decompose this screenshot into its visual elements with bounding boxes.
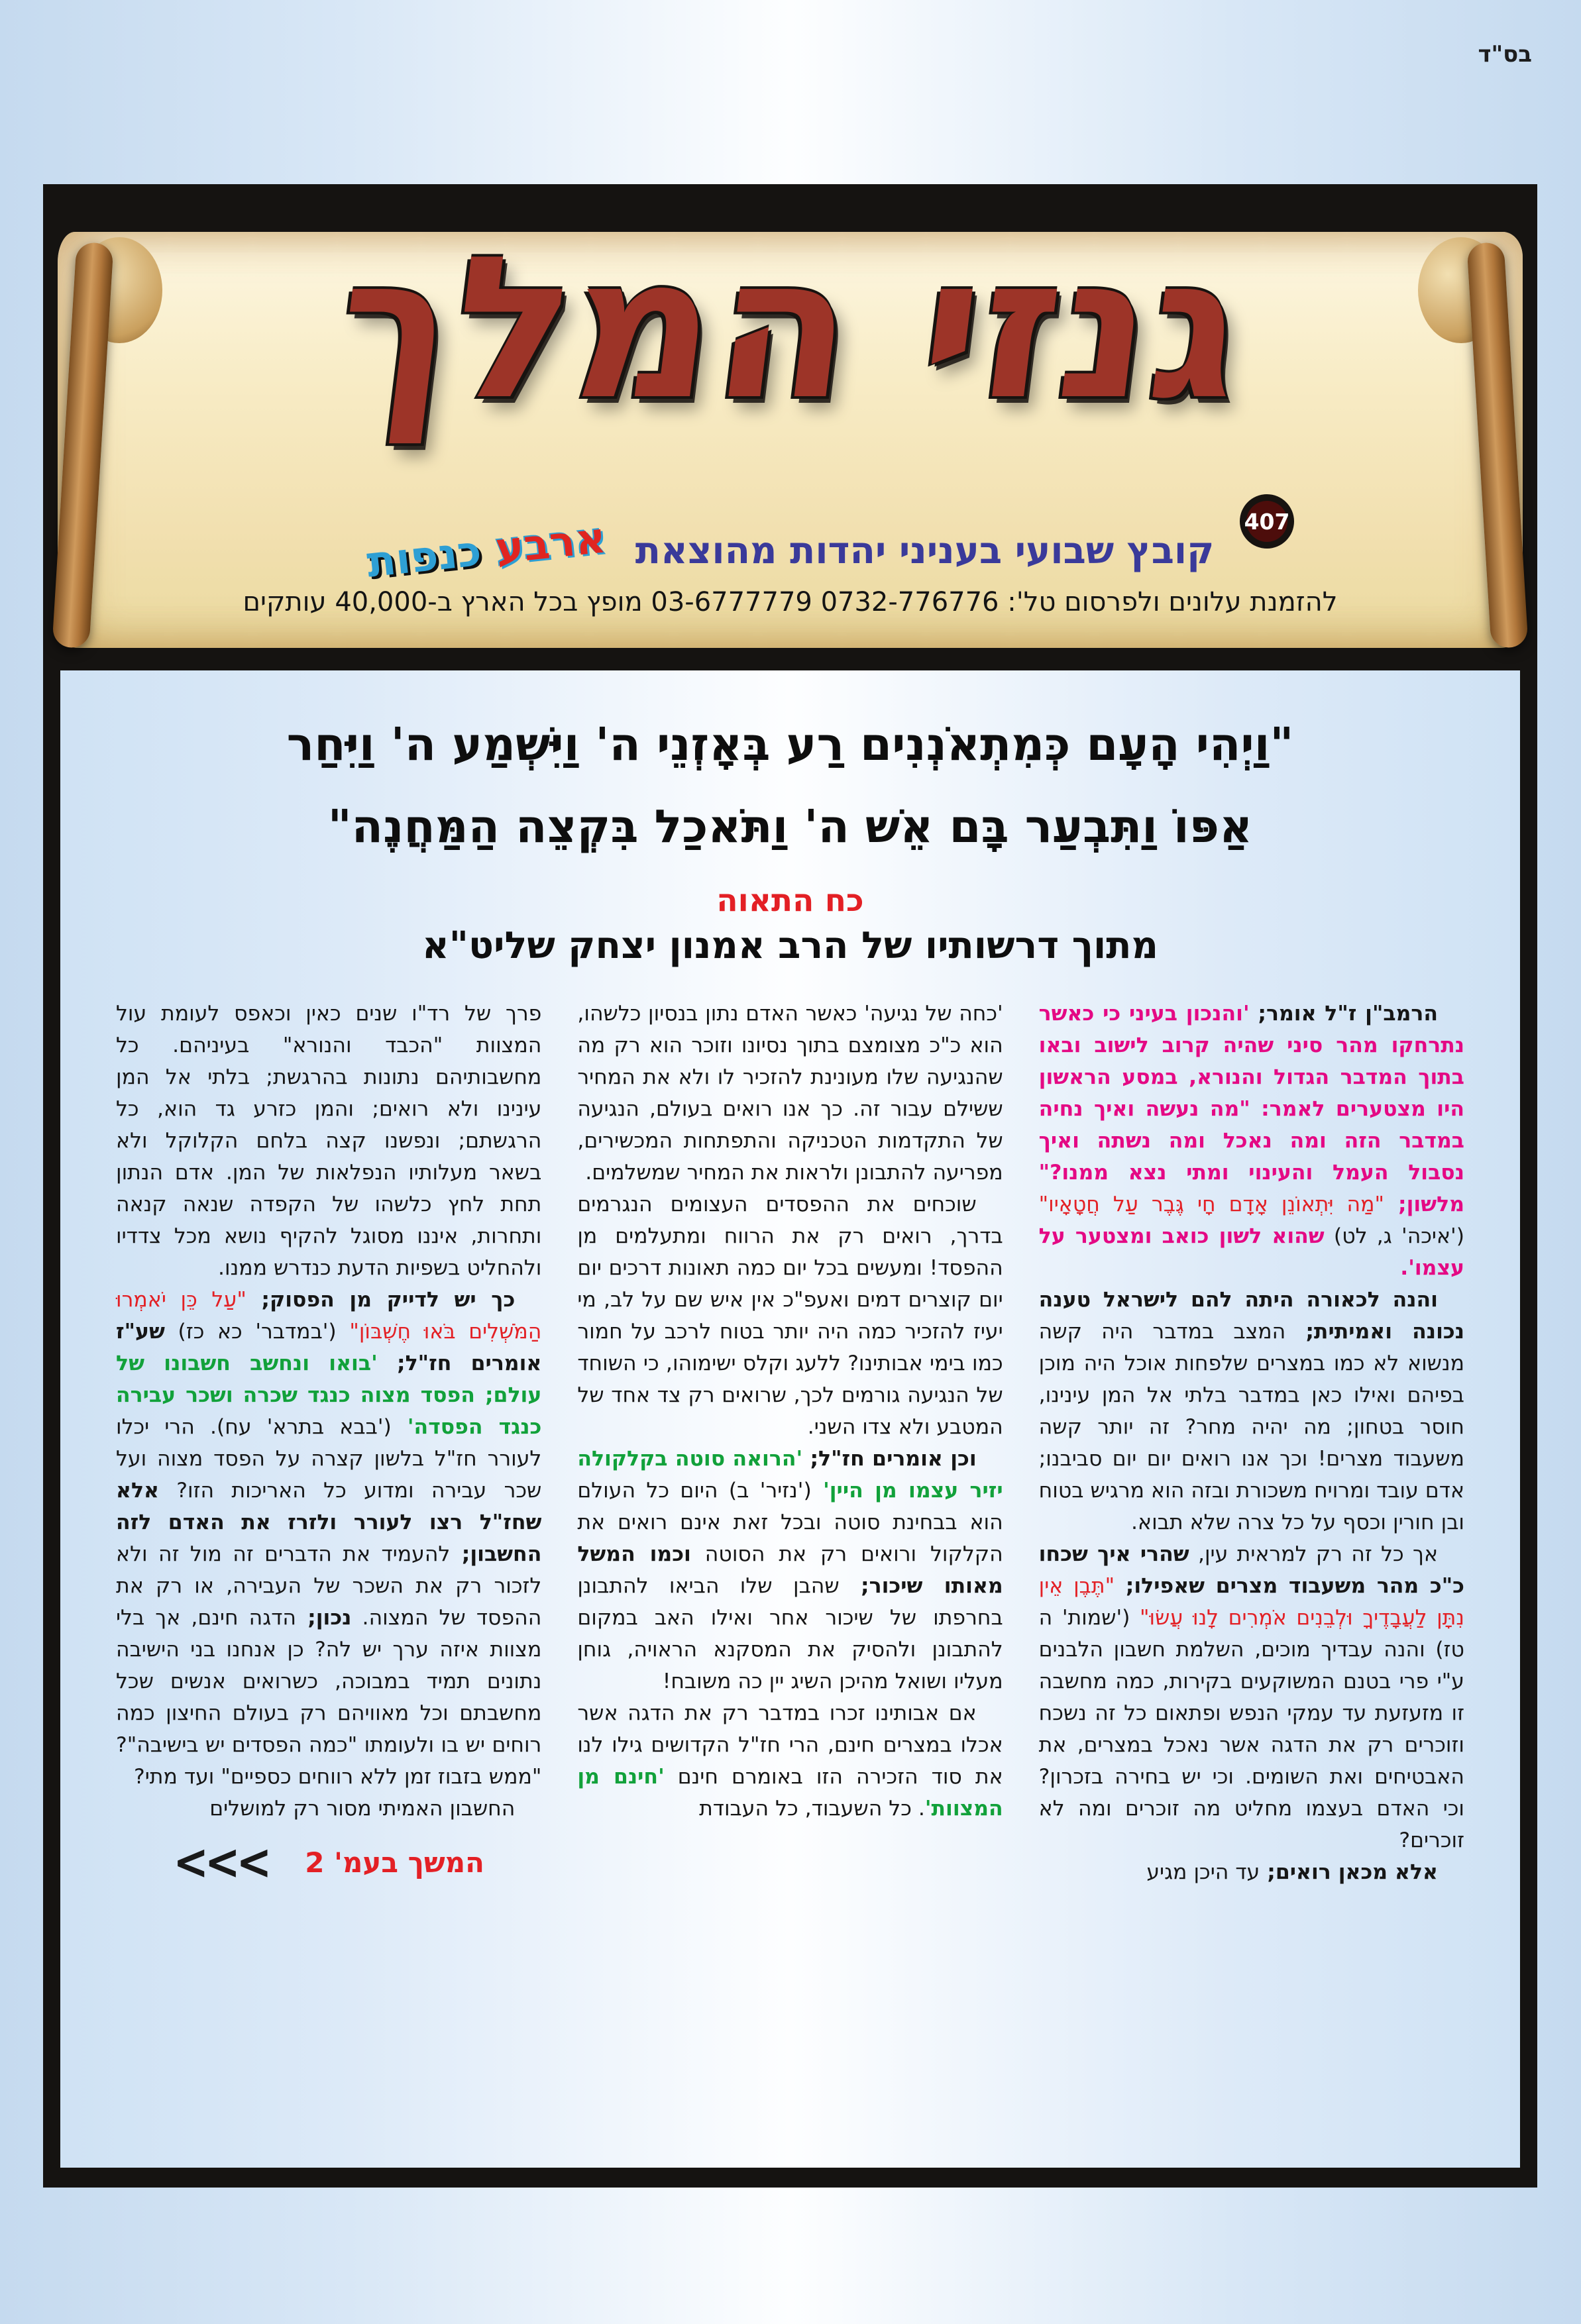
article-column-left xyxy=(116,998,542,1891)
article-columns xyxy=(116,998,1465,1891)
text-run: להעמיד את הדברים זה מול זה ולא לזכור רק את השכר של העבירה, או רק את ההפסד של המצוה. xyxy=(116,1542,542,1630)
text-run: "עַל כֵּן יֹאמְרוּ הַמֹּשְׁלִים בֹּאוּ חֶשְׁבּוֹן" xyxy=(116,1288,542,1344)
text-run: שהרי איך שכחו כ"כ מהר משעבוד מצרים שאפילו; xyxy=(1038,1542,1464,1599)
masthead-banner xyxy=(43,184,1537,670)
text-run: שע"ז אומרים חז"ל; xyxy=(116,1320,542,1376)
paragraph xyxy=(1039,1856,1464,1888)
text-run: עד היכן מגיע xyxy=(1146,1860,1260,1885)
paragraph xyxy=(577,1697,1003,1824)
text-run: פרך של רד"ו שנים כאין וכאפס לעומת עול המצוות "הכבד והנורא" בעיניהם. כל מחשבותיהם נתונות בהרגשת; בלתי אל המן עינינו ולא רואים; והמן כזרע גד הוא, כל הרגשתם; ונפשנו קצה בלחם הקלוקל ולא בשאר מעלותיו הנפלאות של המן. אדם הנתון תחת לחץ כלשהו של הקפדה שנאה קנאה ותחרות, איננו מסוגל להקיף נושא מכל צדדיו ולהחליט בשפיות הדעת כנדרש ממנו. xyxy=(116,1002,542,1281)
issue-number: 407 xyxy=(1246,501,1287,542)
contact-line: להזמנת עלונים ולפרסום טל': 0732-776776 03-6777779 מופץ בכל הארץ ב-40,000 עותקים xyxy=(243,587,1338,617)
text-run: כך יש לדייק מן הפסוק; xyxy=(246,1288,516,1312)
text-run: אם אבותינו זכרו במדבר רק את הדגה אשר אכלו במצרים חינם, הרי חז"ל הקדושים גילו לנו את סוד הזכירה הזו באומרם חינם xyxy=(577,1701,1003,1789)
paragraph xyxy=(577,1188,1003,1443)
bsd-mark: בס"ד xyxy=(1478,41,1532,68)
content-panel xyxy=(60,670,1520,2168)
text-run: וכמו המשל מאותו שיכור; xyxy=(577,1542,1003,1599)
publisher-logo-word1: ארבע xyxy=(493,513,608,574)
headline-verse-line1: "וַיְהִי הָעָם כְּמִתְאֹנְנִים רַע בְּאָזְנֵי ה' וַיִּשְׁמַע ה' וַיִּחַר xyxy=(286,718,1294,771)
text-run: נכון; xyxy=(296,1606,352,1630)
text-run: 'בואו ונחשב חשבונו של עולם; הפסד מצוה כנגד שכרה ושכר עבירה כנגד הפסדה' xyxy=(116,1351,542,1440)
paragraph xyxy=(116,1284,541,1793)
newsletter-title: גנזי המלך xyxy=(325,214,1256,443)
text-run: וכן אומרים חז"ל; xyxy=(802,1447,977,1471)
paragraph xyxy=(577,1443,1003,1697)
text-run: "מַה יִּתְאוֹנֵן אָדָם חָי גֶּבֶר עַל חֲטָאָיו" xyxy=(1038,1192,1384,1217)
text-run: 'הרואה סוטה בקלקולה יזיר עצמו מן היין' xyxy=(577,1447,1003,1503)
headline-verse xyxy=(97,704,1484,868)
text-run: 'כחה של נגיעה' כאשר האדם נתון בנסיון כלשהו, הוא כ"כ מצומצם בתוך נסיונו וזוכר הוא רק מה שהנגיעה שלו מעונינת להזכיר לו ולא את המחיר ששילם עבור זה. כך אנו רואים בעולם, הנגיעה של התקדמות הטכניקה והתפתחות המכשירים, מפריעה להתבונן ולראות את המחיר שמשלמים. xyxy=(577,1002,1003,1185)
continued-on-page-marker xyxy=(116,1834,541,1891)
paragraph xyxy=(577,998,1003,1188)
continue-arrows-icon: <<< xyxy=(173,1834,268,1891)
byline: מתוך דרשותיו של הרב אמנון יצחק שליט"א xyxy=(422,924,1158,968)
text-run: שהבן שלו הביאו להתבונן בחרפתו של שיכור אחר ואילו האב במקום להתבונן ולהסיק את המסקנא הראויה, גוחן מעליו ושואל מהיכן השיג יין כה משובח! xyxy=(577,1574,1003,1694)
text-run: אך כל זה רק למראית עין, xyxy=(1189,1542,1438,1567)
paragraph xyxy=(116,1793,541,1824)
text-run: שוכחים את ההפסדים העצומים הנגרמים בדרך, רואים רק את הרווח ומתעלמים מן ההפסד! ומעשים בכל יום כמה תאונות דרכים יום יום קוצרים דמים ואעפ"כ אין איש שם על לב, מי יעיז להזכיר כמה היה יותר בטוח לרכב על חמור כמו בימי אבותינו? ללעג וקלס ישימוהו, כי השוחד של הנגיעה גורמים לכך, שרואים רק צד אחד של המטבע ולא צדו השני. xyxy=(577,1192,1003,1440)
paragraph xyxy=(1039,1538,1464,1856)
publisher-logo-word2: כנפות xyxy=(364,527,484,588)
article-column-middle xyxy=(577,998,1003,1888)
paragraph xyxy=(1039,1284,1464,1538)
text-run: . כל השעבוד, כל העבודת xyxy=(699,1797,925,1821)
text-run: "תֶּבֶן אֵין נִתָּן לַעֲבָדֶיךָ וּלְבֵנִים אֹמְרִים לָנוּ עֲשׂוּ" xyxy=(1038,1574,1464,1630)
paragraph xyxy=(1039,998,1464,1284)
text-run: ('איכה' ג, לט) xyxy=(1324,1224,1464,1249)
text-run: 'חינם מן המצוות' xyxy=(577,1765,1003,1821)
text-run: אלא שחז"ל רצו לעורר ולזרז את האדם לזה החשבון; xyxy=(116,1479,542,1567)
text-run: הרמב"ן ז"ל אומר; xyxy=(1249,1002,1438,1026)
text-run: ('במדבר' כא כז) xyxy=(164,1320,337,1344)
text-run: ('בבא בתרא' עח). הרי יכלו לעורר חז"ל בלשון קצרה על הפסד מצוה ועל שכר עבירה ומדוע כל האריכות הזו? xyxy=(116,1415,542,1503)
text-run: 'והנכון בעיני כי כאשר נתרחקו מהר סיני שהיה קרוב לישוב ובאו בתוך המדבר הגדול והנורא, במסע הראשון היו מצטערים לאמר: "מה נעשה ואיך נחיה במדבר הזה ומה נאכל ומה נשתה ואיך נסבול העמל והעינוי ומתי נצא ממנו?" מלשון; xyxy=(1038,1002,1464,1217)
text-run: החשבון האמיתי מסור רק למושלים xyxy=(209,1797,516,1821)
text-run: שהוא לשון כואב ומצטער על עצמו'. xyxy=(1038,1224,1464,1281)
text-run: ('שמות' ה טז) והנה עבדיך מוכים, השלמת חשבון הלבנים ע"י פרי בטנם המשוקעים בקירות, כמה מחשבה זו מזעזעת עד עמקי הנפש ופתאום כל זה נשכח וזוכרים רק את הדגה אשר נאכל במצרים, את האבטיחים ואת השומים. וכי יש בחירה בזכרון? וכי האדם בעצמו מחליט מה זוכרים ומה לא זוכרים? xyxy=(1038,1606,1464,1853)
topic-title: כח התאוה xyxy=(716,882,864,920)
text-run: ('נזיר' ב) היום כל העולם הוא בבחינת סוטה ובכל זאת אינם רואים את הקלקול ורואים רק את הסוטה xyxy=(577,1479,1003,1567)
text-run: והנה לכאורה היתה להם לישראל טענה נכונה ואמיתית; xyxy=(1038,1288,1465,1344)
continued-label: המשך בעמ' 2 xyxy=(305,1846,484,1879)
paragraph xyxy=(116,998,541,1284)
headline-verse-line2: אַפּוֹ וַתִּבְעַר בָּם אֵשׁ ה' וַתֹּאכַל בִּקְצֵה הַמַּחֲנֶה" xyxy=(327,800,1253,854)
article-column-right xyxy=(1039,998,1464,1888)
text-run: המצב במדבר היה קשה מנשוא לא כמו במצרים שלפחות אוכל היה מוכן בפיהם ואילו כאן במדבר בלתי אל המן עינינו, חוסר בטחון; מה יהיה מחר? זה יותר קשה משעבוד מצרים! וכך אנו רואים יום יום סביבנו; אדם עובד ומרויח משכורת ובזה הוא מרגיש בטוח ובן חורין וכסף על כל צרה שלא תבוא. xyxy=(1038,1320,1464,1535)
content-frame xyxy=(43,670,1537,2188)
text-run: הדגה חינם, אך בלי מצוות איזה ערך יש לה? כן אנחנו בני הישיבה נתונים תמיד במבוכה, כשרואים אנשים שכל מחשבתם וכל מאוויהם רק בעולם החיצון כמה רוחים יש בו ולעומתו "כמה הפסדים יש בישיבה"? "ממש בזבוז זמן ללא רווחים כספיים" ועד מתי? xyxy=(116,1606,542,1789)
masthead-subtitle: קובץ שבועי בעניני יהדות מהוצאת xyxy=(635,529,1215,572)
text-run: אלא מכאן רואים; xyxy=(1260,1860,1438,1885)
